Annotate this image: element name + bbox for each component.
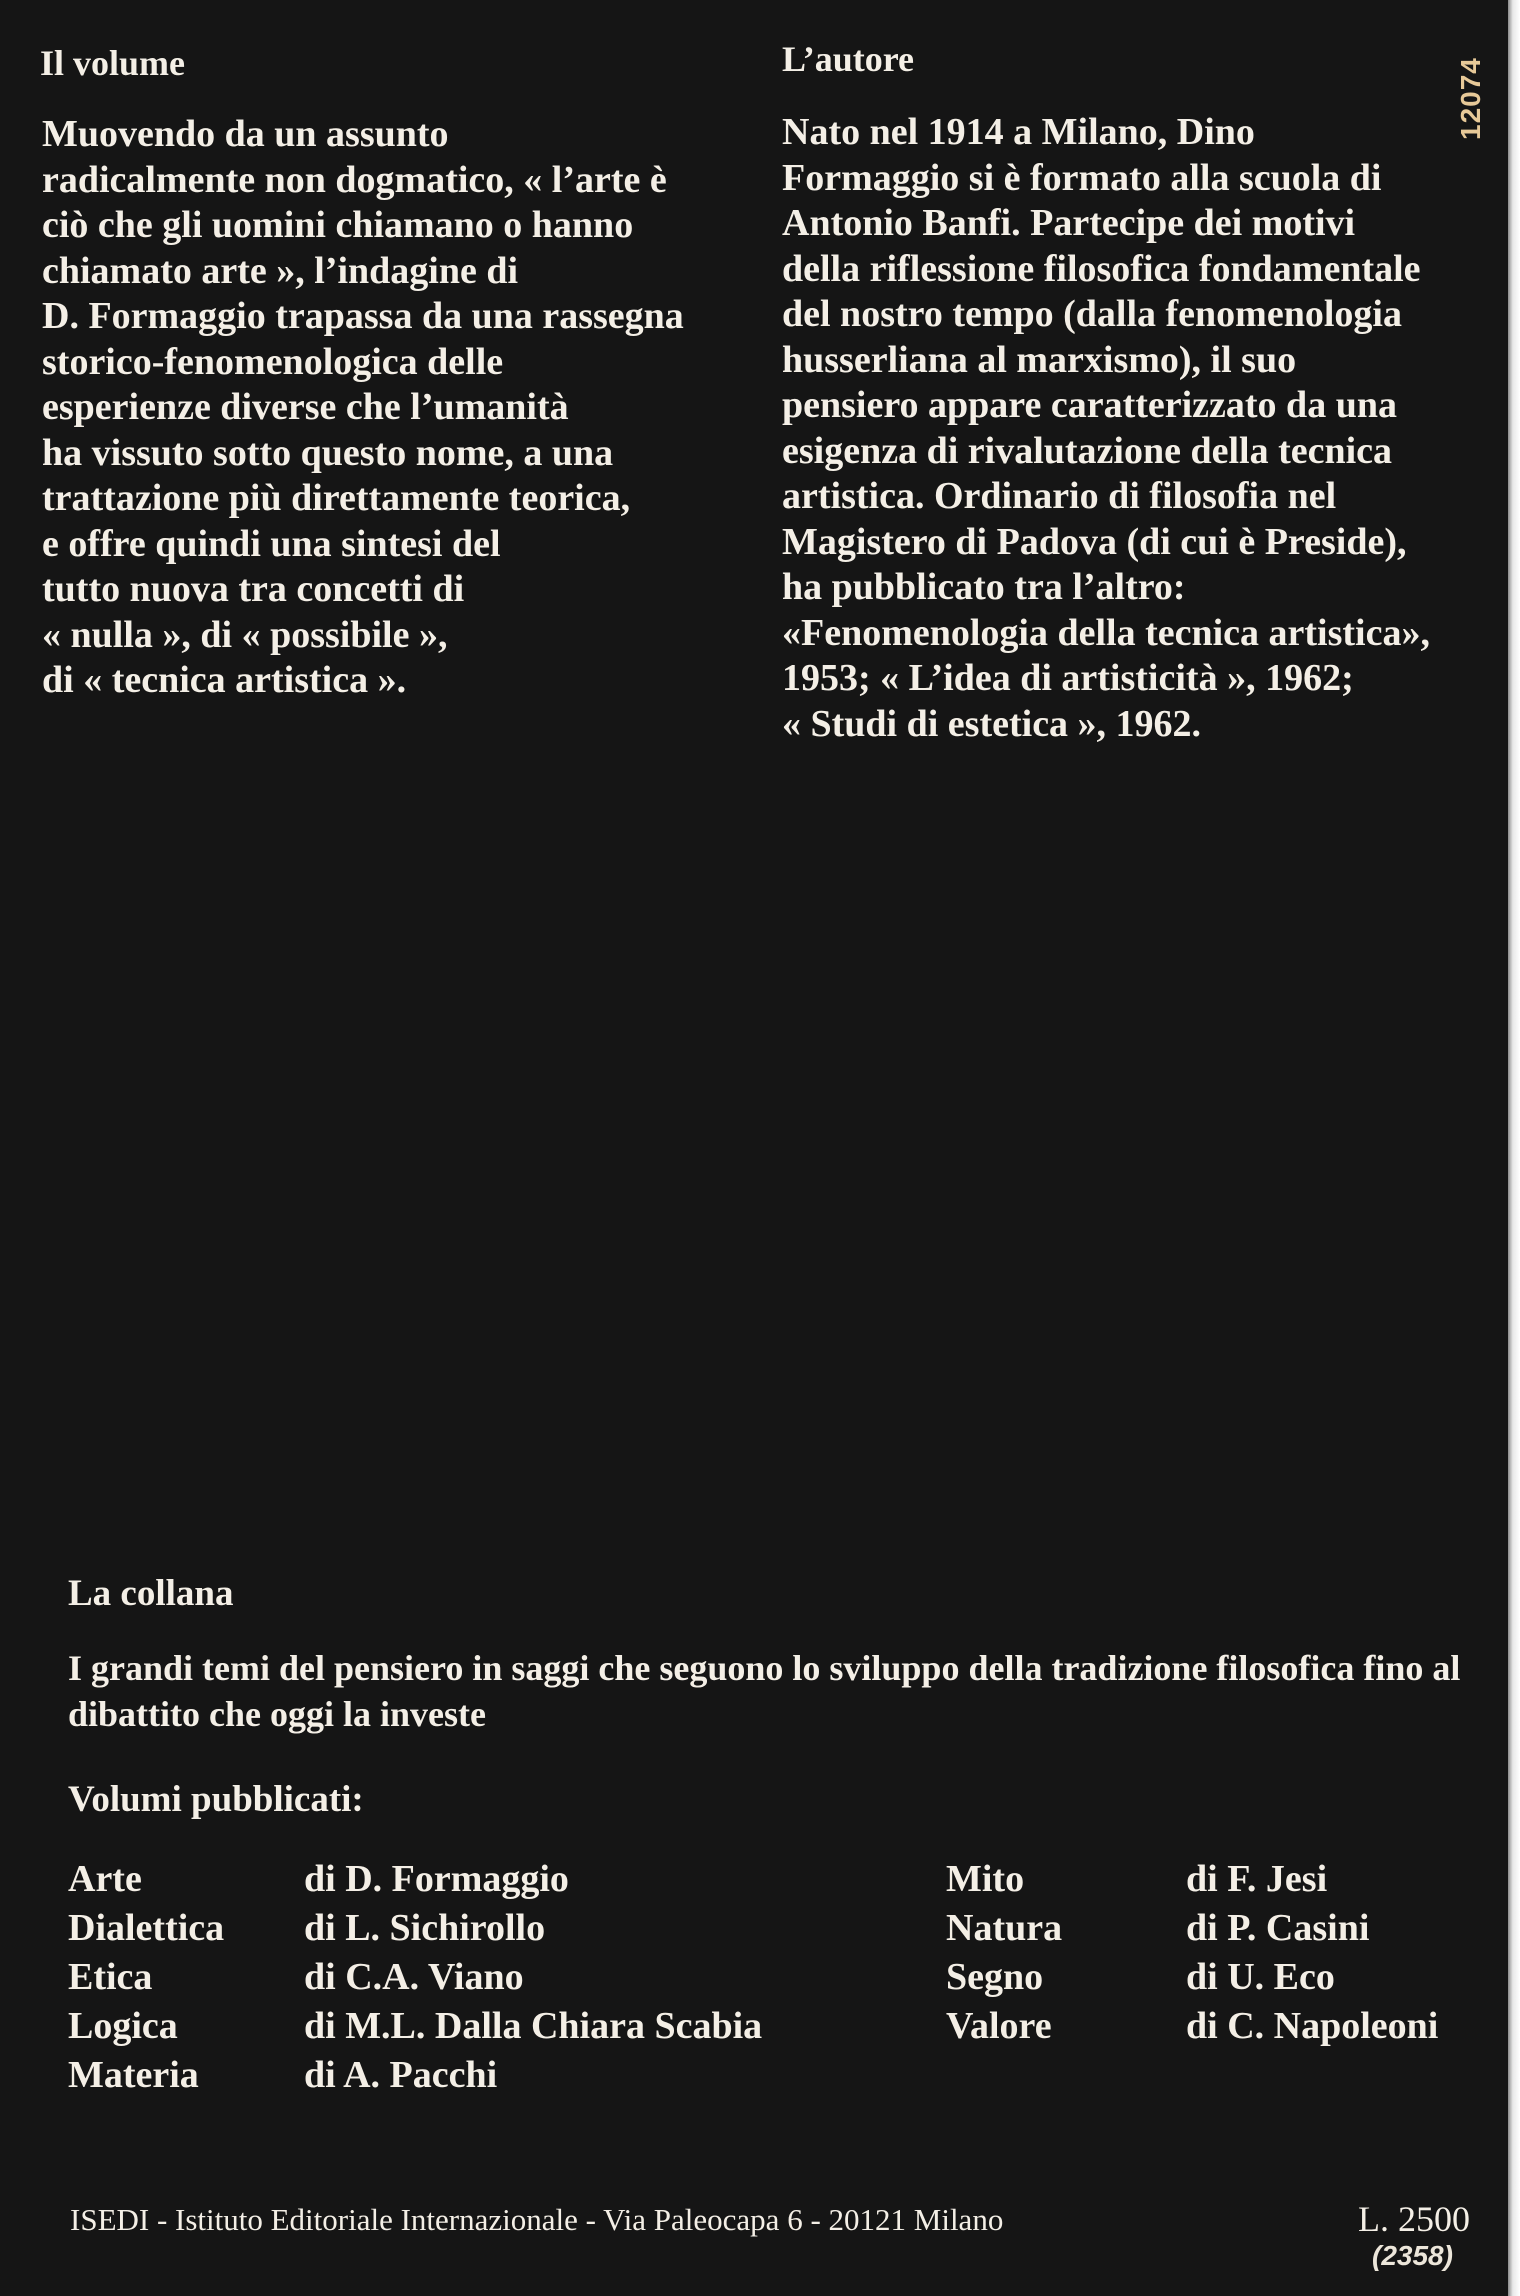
volume-line: Muovendo da un assunto: [42, 113, 449, 155]
volume-title: Natura: [946, 1907, 1063, 1949]
volume-title: Arte: [68, 1858, 142, 1900]
volume-author: di U. Eco: [1186, 1956, 1335, 1998]
list-item: [946, 1904, 1438, 1953]
volume-line: radicalmente non dogmatico, « l’arte è: [42, 158, 667, 201]
volume-title: Materia: [68, 2054, 199, 2096]
volume-line: storico-fenomenologica delle: [42, 340, 504, 383]
volume-author: di D. Formaggio: [304, 1858, 569, 1900]
list-item: [68, 1904, 762, 1953]
volume-author: di L. Sichirollo: [304, 1907, 546, 1949]
author-line: artistica. Ordinario di filosofia nel: [782, 475, 1337, 517]
edition-code: (2358): [1372, 2240, 1453, 2271]
author-line: della riflessione filosofica fondamentale: [782, 247, 1421, 290]
price-label: L. 2500: [1358, 2199, 1470, 2239]
volume-line: di « tecnica artistica ».: [42, 659, 407, 701]
volume-title: Etica: [68, 1956, 153, 1998]
volume-line: tutto nuova tra concetti di: [42, 568, 465, 610]
published-heading: Volumi pubblicati:: [68, 1779, 364, 1820]
volume-line: esperienze diverse che l’umanità: [42, 386, 569, 428]
volume-title: Logica: [68, 2005, 178, 2047]
volume-author: di P. Casini: [1186, 1907, 1370, 1949]
author-line: 1953; « L’idea di artisticità », 1962;: [782, 657, 1354, 699]
volume-title: Dialettica: [68, 1907, 225, 1949]
list-item: [68, 1953, 762, 2002]
volume-line: e offre quindi una sintesi del: [42, 522, 501, 565]
publisher-footer: ISEDI - Istituto Editoriale Internazionale - Via Paleocapa 6 - 20121 Milano: [70, 2202, 1004, 2237]
list-item: [946, 2002, 1438, 2051]
list-item: [68, 2002, 762, 2051]
author-line: «Fenomenologia della tecnica artistica»,: [782, 611, 1430, 654]
volume-author: di C.A. Viano: [304, 1956, 524, 1998]
author-line: pensiero appare caratterizzato da una: [782, 384, 1397, 426]
author-line: Antonio Banfi. Partecipe dei motivi: [782, 202, 1356, 244]
list-item: [946, 1855, 1438, 1904]
volume-title: Segno: [946, 1956, 1044, 1998]
list-item: [68, 2051, 762, 2100]
volume-line: ciò che gli uomini chiamano o hanno: [42, 204, 634, 246]
volume-description: [42, 112, 684, 704]
list-item: [946, 1953, 1438, 2002]
volume-list-left: [68, 1855, 762, 2100]
volume-list-right: [946, 1855, 1438, 2051]
catalog-code: 12074: [1455, 57, 1486, 140]
volume-title: Valore: [946, 2005, 1052, 2047]
volume-line: ha vissuto sotto questo nome, a una: [42, 431, 614, 474]
volume-line: trattazione più direttamente teorica,: [42, 477, 631, 519]
author-line: esigenza di rivalutazione della tecnica: [782, 429, 1393, 472]
author-line: ha pubblicato tra l’altro:: [782, 566, 1186, 608]
volume-line: D. Formaggio trapassa da una rassegna: [42, 295, 684, 337]
volume-line: chiamato arte », l’indagine di: [42, 249, 519, 292]
volume-author: di M.L. Dalla Chiara Scabia: [304, 2005, 763, 2047]
page-edge: [1508, 0, 1520, 2296]
author-line: Magistero di Padova (di cui è Preside),: [782, 520, 1407, 563]
author-line: Formaggio si è formato alla scuola di: [782, 156, 1382, 199]
volume-author: di C. Napoleoni: [1186, 2005, 1439, 2047]
author-description: [782, 110, 1430, 747]
list-item: [68, 1855, 762, 1904]
author-line: « Studi di estetica », 1962.: [782, 702, 1202, 745]
series-description: I grandi temi del pensiero in saggi che seguono lo sviluppo della tradizione filosofica fino al dibattito che oggi la investe: [68, 1648, 1461, 1734]
author-line: husserliana al marxismo), il suo: [782, 338, 1297, 381]
volume-title: Mito: [946, 1858, 1025, 1900]
author-line: Nato nel 1914 a Milano, Dino: [782, 111, 1255, 153]
volume-heading: Il volume: [40, 43, 186, 83]
volume-author: di A. Pacchi: [304, 2054, 498, 2096]
author-line: del nostro tempo (dalla fenomenologia: [782, 293, 1402, 335]
volume-author: di F. Jesi: [1186, 1858, 1328, 1900]
volume-line: « nulla », di « possibile »,: [42, 613, 448, 656]
author-heading: L’autore: [782, 39, 915, 79]
series-heading: La collana: [68, 1573, 234, 1614]
